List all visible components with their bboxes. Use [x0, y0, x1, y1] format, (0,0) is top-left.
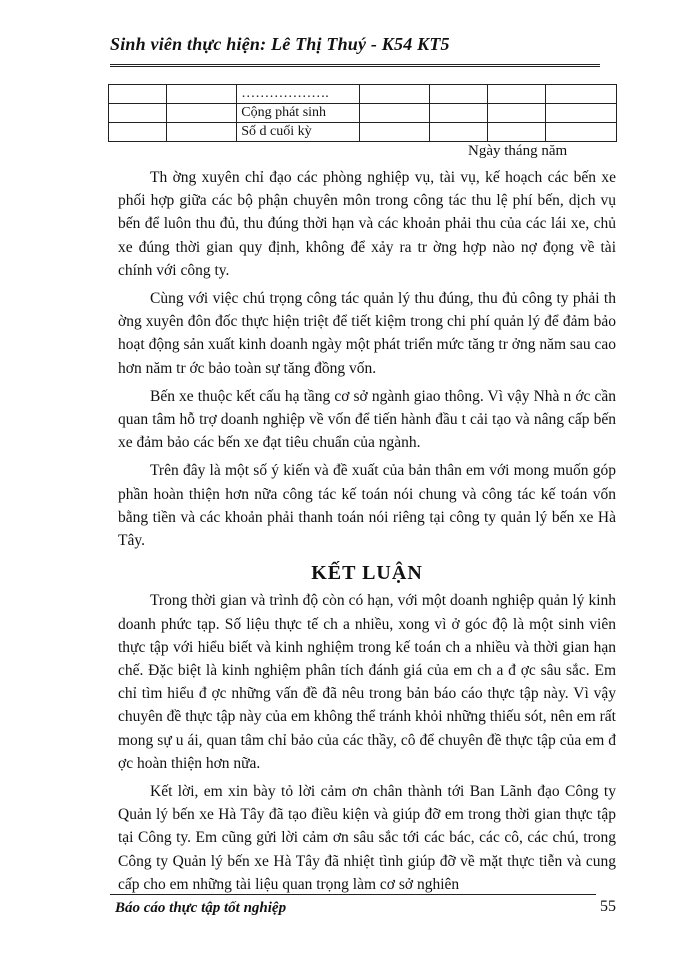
table-cell	[359, 123, 429, 142]
table-row	[109, 123, 617, 142]
table-cell	[167, 104, 237, 123]
table-cell: ……………….	[237, 85, 359, 104]
table-cell	[546, 123, 617, 142]
table-cell	[429, 123, 487, 142]
section-heading: KẾT LUẬN	[311, 562, 423, 585]
paragraph: Bến xe thuộc kết cấu hạ tầng cơ sở ngành giao thông. Vì vậy Nhà n ớc cần quan tâm hỗ trợ doanh nghiệp về vốn để tiến hành đầu t cải tạo và nâng cấp bến xe đảm bảo các bến xe đạt tiêu chuẩn của ngành.	[118, 387, 616, 452]
paragraph: Trong thời gian và trình độ còn có hạn, với một doanh nghiệp quản lý kinh doanh phức tạp. Số liệu thực tế ch a nhiều, xong vì ở góc độ là một sinh viên thực tập với hiểu biết và kinh nghiệm trong kế toán ch a nhiều và thời gian hạn chế. Đặc biệt là kinh nghiệm phân tích đánh giá của em ch a đ ợc sâu sắc. Em chỉ tìm hiểu đ ợc những vấn đề đã nêu trong bản báo cáo thực tập này. Vì vậy chuyên đề thực tập này của em không thể tránh khỏi những thiếu sót, nên em rất mong sự u ái, quan tâm chỉ bảo của các thầy, cô để chuyên đề thực tập của em đ ợc hoàn thiện hơn nữa.	[118, 592, 616, 772]
page-number: 55	[600, 898, 616, 915]
footer-title: Báo cáo thực tập tốt nghiệp	[115, 900, 287, 916]
table-cell	[359, 104, 429, 123]
paragraph: Th ờng xuyên chỉ đạo các phòng nghiệp vụ, tài vụ, kế hoạch các bến xe phối hợp giữa các bộ phận chuyên môn trong công tác thu lệ phí bến, dịch vụ bến để luôn thu đủ, thu đúng thời hạn và các khoản phải thu của các lái xe, chủ xe đúng thời gian quy định, không để xảy ra tr ờng hợp nào nợ đọng về tài chính với công ty.	[118, 169, 616, 279]
document-body	[118, 166, 616, 901]
table-cell: Cộng phát sinh	[237, 104, 359, 123]
date-line: Ngày tháng năm	[468, 143, 568, 159]
table-cell	[167, 85, 237, 104]
table-cell	[429, 85, 487, 104]
paragraph: Kết lời, em xin bày tỏ lời cảm ơn chân thành tới Ban Lãnh đạo Công ty Quản lý bến xe Hà Tây đã tạo điều kiện và giúp đỡ em trong thời gian thực tập tại Công ty. Em cũng gửi lời cảm ơn sâu sắc tới các bác, các cô, các chú, trong Công ty Quản lý bến xe Hà Tây đã nhiệt tình giúp đỡ về mặt thực tiễn và cung cấp cho em những tài liệu quan trọng làm cơ sở nghiên	[118, 783, 616, 893]
paragraph: Cùng với việc chú trọng công tác quản lý thu đúng, thu đủ công ty phải th ờng xuyên đôn đốc thực hiện triệt để tiết kiệm trong chi phí quản lý để đảm bảo hoạt động sản xuất kinh doanh ngày một phát triển mức tăng tr ởng năm sau cao hơn năm tr ớc bảo toàn sự tăng đồng vốn.	[118, 290, 616, 377]
table-cell	[546, 85, 617, 104]
table-cell	[167, 123, 237, 142]
table-cell	[109, 104, 167, 123]
table-cell	[487, 123, 545, 142]
header-divider	[110, 64, 600, 67]
table-cell	[487, 104, 545, 123]
table-cell	[109, 123, 167, 142]
table-cell	[109, 85, 167, 104]
table-row	[109, 85, 617, 104]
table-cell	[487, 85, 545, 104]
table-cell: Số d cuối kỳ	[237, 123, 359, 142]
table-row	[109, 104, 617, 123]
paragraph: Trên đây là một số ý kiến và đề xuất của bản thân em với mong muốn góp phần hoàn thiện hơn nữa công tác kế toán nói chung và công tác kế toán vốn bằng tiền và các khoản phải thanh toán nói riêng tại công ty quản lý bến xe Hà Tây.	[118, 462, 616, 550]
page-header-title: Sinh viên thực hiện: Lê Thị Thuý - K54 KT5	[110, 34, 450, 54]
ledger-table	[108, 84, 617, 142]
table-cell	[429, 104, 487, 123]
table-cell	[546, 104, 617, 123]
footer-divider	[110, 894, 596, 895]
table-cell	[359, 85, 429, 104]
